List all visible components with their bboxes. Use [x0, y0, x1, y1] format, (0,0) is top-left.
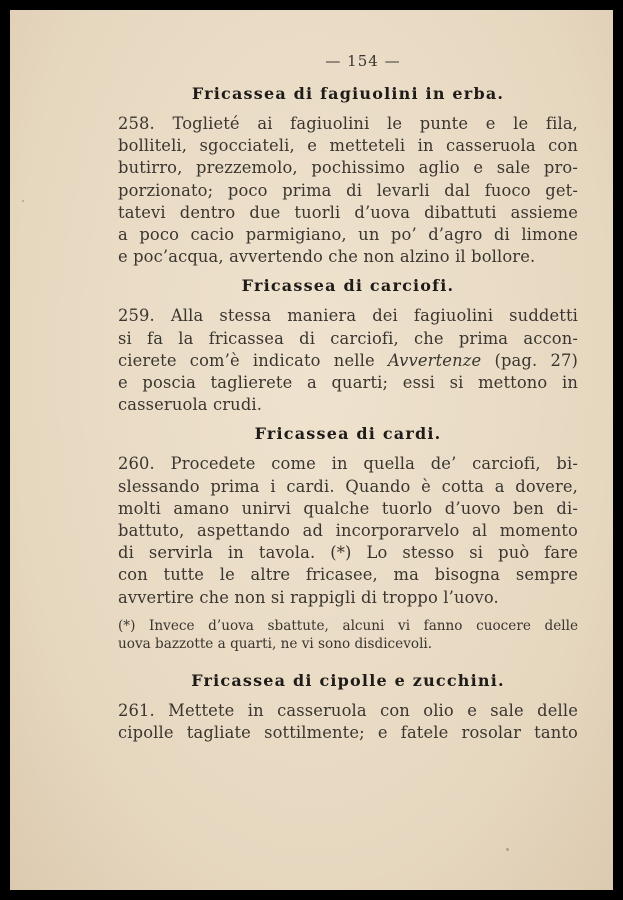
page-reference: (pag. 27) [494, 350, 578, 370]
text-line: si fa la fricassea di carciofi, che prima accon- [118, 328, 578, 348]
text-line: tatevi dentro due tuorli d’uova dibattuti assieme [118, 202, 578, 222]
recipe-heading: Fricassea di fagiuolini in erba. [191, 84, 505, 103]
cross-reference: Avvertenze [387, 350, 482, 370]
text-line: 260. Procedete come in quella de’ carciofi, bi- [118, 454, 578, 474]
text-line: butirro, prezzemolo, pochissimo aglio e sale pro- [118, 158, 578, 178]
text-fragment: cierete com’è indicato nelle [118, 350, 375, 370]
text-line: bolliteli, sgocciateli, e metteteli in casseruola con [118, 136, 578, 156]
text-line: slessando prima i cardi. Quando è cotta a dovere, [118, 476, 578, 496]
text-line [118, 350, 578, 372]
text-line: avvertire che non si rappigli di troppo l’uovo. [118, 587, 499, 607]
paper-spot [506, 848, 509, 851]
text-line: 258. Toglieté ai fagiuolini le punte e le fila, [118, 114, 578, 133]
footnote [118, 617, 578, 653]
recipe-heading: Fricassea di carciofi. [241, 276, 455, 296]
paper-spot [22, 200, 24, 202]
book-page [10, 10, 613, 890]
text-line: cipolle tagliate sottilmente; e fatele rosolar tanto [118, 723, 578, 743]
text-line: battuto, aspettando ad incorporarvelo al momento [118, 521, 578, 541]
text-line: e poscia taglierete a quarti; essi si mettono in [118, 373, 578, 393]
page-text [118, 52, 578, 752]
recipe-paragraph [118, 453, 578, 608]
recipe-paragraph [118, 305, 578, 416]
page-number: — 154 — [325, 52, 401, 70]
text-line: e poc’acqua, avvertendo che non alzino il bollore. [118, 247, 536, 267]
text-line: di servirla in tavola. (*) Lo stesso si può fare [118, 543, 578, 563]
text-line: 261. Mettete in casseruola con olio e sale delle [118, 700, 578, 720]
recipe-paragraph [118, 700, 578, 744]
recipe-heading: Fricassea di cipolle e zucchini. [191, 670, 505, 690]
recipe-paragraph [118, 113, 578, 268]
footnote-line: (*) Invece d’uova sbattute, alcuni vi fanno cuocere delle [118, 617, 578, 634]
text-line: a poco cacio parmigiano, un po’ d’agro di limone [118, 225, 578, 245]
recipe-heading: Fricassea di cardi. [254, 424, 442, 444]
text-line: 259. Alla stessa maniera dei fagiuolini suddetti [118, 306, 578, 326]
footnote-line: uova bazzotte a quarti, ne vi sono disdicevoli. [118, 635, 433, 652]
text-line: casseruola crudi. [118, 395, 263, 415]
text-line: molti amano unirvi qualche tuorlo d’uovo ben di- [118, 498, 578, 518]
text-line: con tutte le altre fricasee, ma bisogna sempre [118, 565, 578, 585]
text-line: porzionato; poco prima di levarli dal fuoco get- [118, 180, 578, 200]
